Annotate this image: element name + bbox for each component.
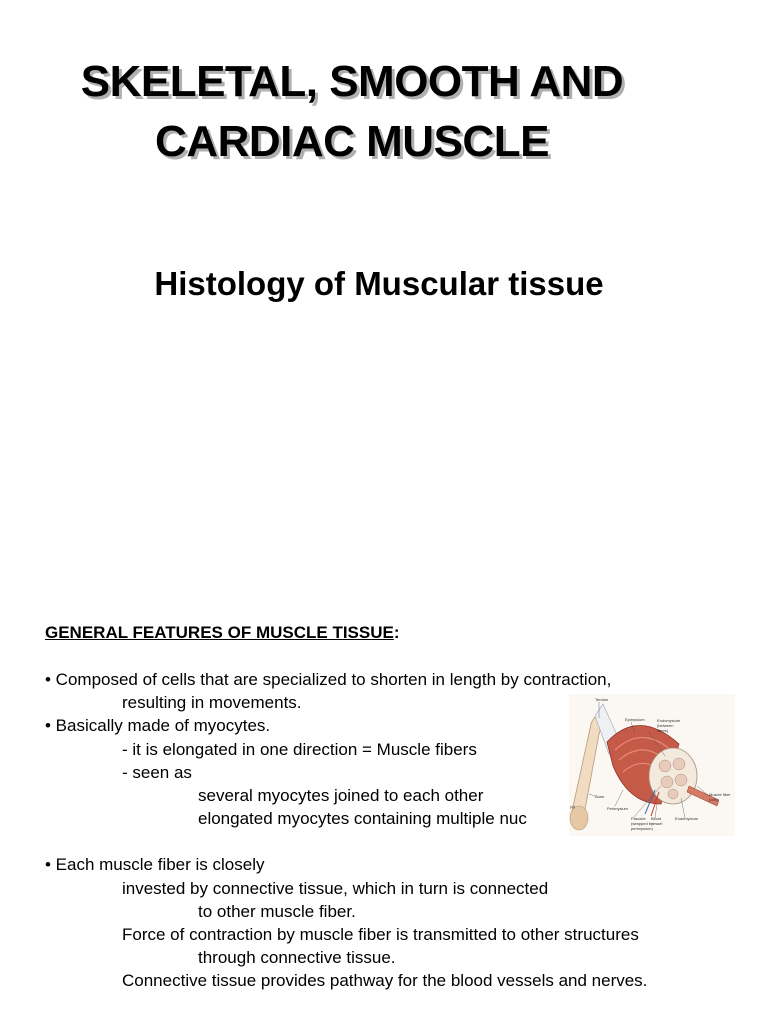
slide-title-line-1: SKELETAL, SMOOTH AND: [80, 57, 624, 106]
bullet-line: - seen as: [122, 762, 192, 782]
bullet-line: Force of contraction by muscle fiber is transmitted to other structures: [122, 925, 639, 945]
bone-shape: [571, 715, 605, 820]
label-epimysium: Epimysium: [625, 717, 645, 722]
fascicle-circle: [675, 774, 687, 786]
bullet-line: • Basically made of myocytes.: [45, 716, 271, 736]
bullet-line: • Each muscle fiber is closely: [45, 855, 265, 875]
fascicle-circle: [673, 758, 685, 770]
label-muscle-fiber-note: (cell): [709, 797, 718, 802]
bullet-line: invested by connective tissue, which in turn is connected: [122, 878, 549, 898]
fascicle-circle: [668, 789, 678, 799]
bullet-line: through connective tissue.: [198, 948, 396, 968]
label-fascicle: Fascicle: [631, 816, 646, 821]
slide-title-line-2: CARDIAC MUSCLE: [155, 117, 549, 166]
label-endomysium: Endomysium: [657, 718, 681, 723]
bullet-line: Connective tissue provides pathway for the blood vessels and nerves.: [122, 971, 648, 991]
label-endomysium-2: Endomysium: [675, 816, 699, 821]
muscle-anatomy-illustration: [569, 694, 735, 836]
bullet-line: • Composed of cells that are specialized to shorten in length by contraction,: [45, 670, 612, 689]
section-heading-colon: :: [393, 623, 400, 642]
label-endomysium-note-2: fibers): [657, 728, 669, 733]
label-panel-a: (a): [570, 804, 575, 809]
label-tendon: Tendon: [595, 697, 609, 702]
section-heading: [45, 622, 400, 644]
label-perimysium: Perimysium: [607, 806, 628, 811]
bullet-line: several myocytes joined to each other: [198, 786, 484, 806]
label-bone: Bone: [595, 794, 605, 799]
section-heading-text: GENERAL FEATURES OF MUSCLE TISSUE: [45, 623, 394, 642]
fascicle-circle: [659, 760, 671, 772]
label-fascicle-note: (wrapped by: [631, 821, 654, 826]
slide-subtitle: Histology of Muscular tissue: [154, 265, 604, 302]
bullet-line: - it is elongated in one direction = Muscle fibers: [122, 739, 477, 759]
fascicle-circle: [661, 776, 673, 788]
label-fascicle-note-2: perimysium): [631, 826, 653, 831]
bullet-line: elongated myocytes containing multiple nuc: [198, 809, 527, 829]
muscle-anatomy-figure: [569, 694, 735, 836]
bullet-line: to other muscle fiber.: [198, 901, 356, 921]
label-muscle-fiber: Muscle fiber: [709, 792, 731, 797]
slide-title: [0, 52, 704, 172]
bone-end: [570, 806, 588, 830]
label-blood: Blood: [651, 816, 662, 821]
label-endomysium-note: (between: [657, 723, 674, 728]
bullet-line: resulting in movements.: [122, 693, 302, 713]
label-vessel: vessel: [651, 821, 663, 826]
